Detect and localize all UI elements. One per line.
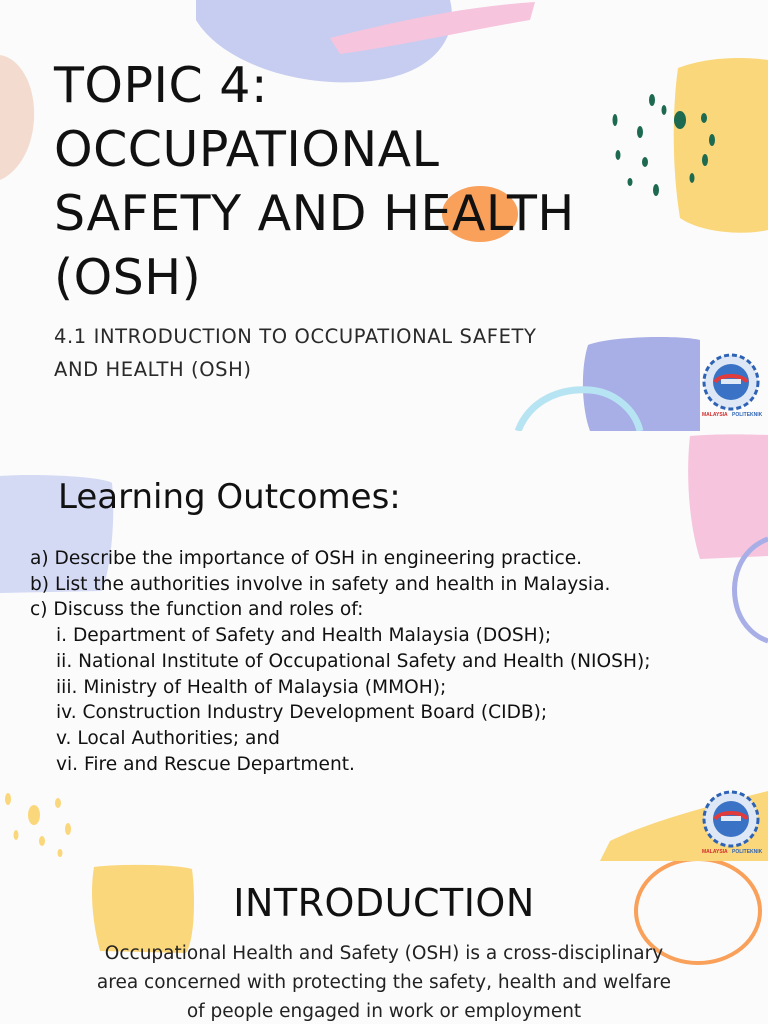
logo-caption-left: MALAYSIA — [702, 412, 728, 418]
body-line: Occupational Health and Safety (OSH) is a cross-disciplinary — [104, 943, 664, 964]
body-line: area concerned with protecting the safety, health and welfare — [96, 972, 672, 993]
slide-title-heading — [54, 54, 575, 310]
outcome-subitem: iv. Construction Industry Development Board (CIDB); — [56, 702, 548, 724]
body-line: of people engaged in work or employment — [186, 1001, 582, 1022]
outcome-item: b) List the authorities involve in safety and health in Malaysia. — [30, 573, 611, 595]
introduction-heading: INTRODUCTION — [233, 881, 535, 925]
logo-caption-right: POLITEKNIK — [732, 849, 763, 855]
subtitle-line: 4.1 INTRODUCTION TO OCCUPATIONAL SAFETY — [54, 325, 537, 348]
slide-title — [0, 0, 768, 431]
outcome-subitem: v. Local Authorities; and — [56, 727, 280, 749]
logo-caption-right: POLITEKNIK — [732, 412, 763, 418]
outcome-item: c) Discuss the function and roles of: — [30, 599, 364, 621]
outcome-subitem: ii. National Institute of Occupational Safety and Health (NIOSH); — [56, 650, 651, 672]
institution-logo — [700, 789, 762, 861]
slide-introduction — [0, 861, 768, 1024]
title-line: SAFETY AND HEALTH — [54, 185, 575, 242]
outcomes-list — [30, 546, 650, 777]
introduction-body — [54, 939, 714, 1024]
slide-learning-outcomes — [0, 431, 768, 861]
title-line: OCCUPATIONAL — [54, 121, 440, 178]
outcome-subitem: iii. Ministry of Health of Malaysia (MMOH); — [56, 676, 447, 698]
logo-caption-left: MALAYSIA — [702, 849, 728, 855]
slide-subtitle — [54, 320, 614, 386]
title-line: TOPIC 4: — [54, 57, 268, 114]
title-line: (OSH) — [54, 249, 202, 306]
outcome-item: a) Describe the importance of OSH in engineering practice. — [30, 548, 583, 569]
institution-logo — [700, 352, 762, 424]
outcome-subitem: i. Department of Safety and Health Malaysia (DOSH); — [56, 625, 552, 647]
gear-emblem-icon — [700, 789, 762, 849]
outcome-subitem: vi. Fire and Rescue Department. — [56, 753, 355, 775]
subtitle-line: AND HEALTH (OSH) — [54, 358, 252, 381]
learning-outcomes-heading: Learning Outcomes: — [58, 477, 401, 517]
gear-emblem-icon — [700, 352, 762, 412]
